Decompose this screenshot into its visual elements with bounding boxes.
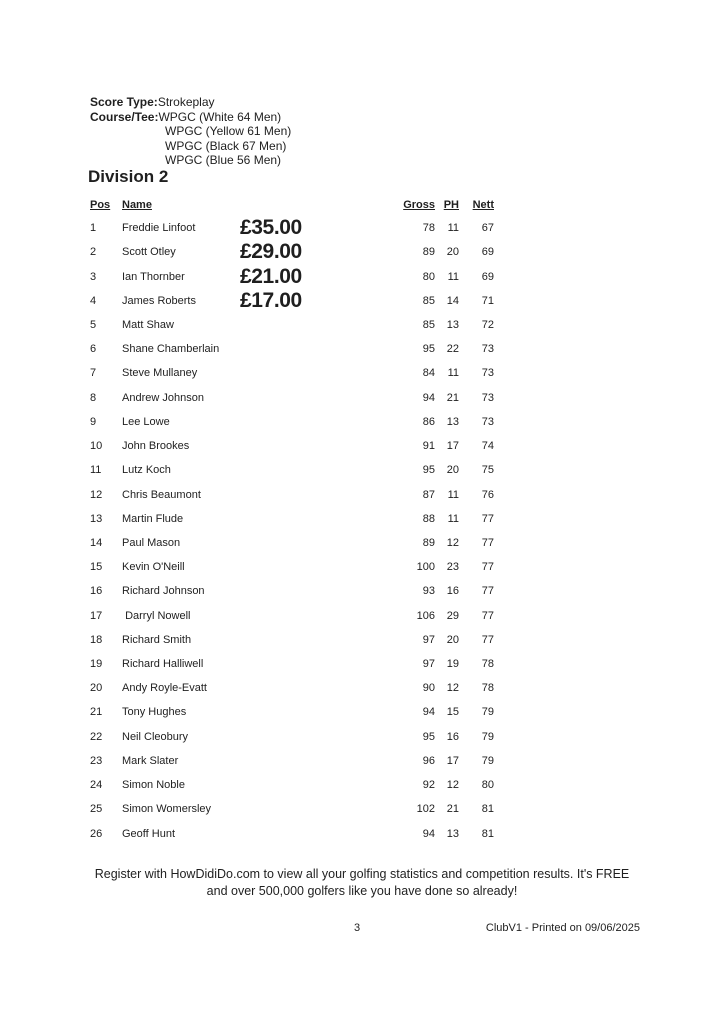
nett-cell: 73 [481,367,494,380]
report-meta [90,95,291,168]
gross-cell: 78 [422,222,435,235]
gross-cell: 102 [416,803,435,816]
course-tee-value: WPGC (Blue 56 Men) [165,153,282,168]
course-tee-value: WPGC (White 64 Men) [158,109,282,124]
player-name-cell: Lee Lowe [122,415,170,428]
ph-cell: 20 [446,246,459,259]
table-row [90,555,494,579]
promo-text [0,866,724,899]
ph-cell: 12 [446,536,459,549]
gross-cell: 85 [422,294,435,307]
player-name-cell: Simon Womersley [122,803,212,816]
player-name-cell: Kevin O'Neill [122,561,185,574]
nett-cell: 69 [481,270,494,283]
ph-cell: 20 [446,633,459,646]
player-name-cell: Simon Noble [122,779,185,792]
table-row [90,797,494,821]
position-cell: 9 [90,415,97,428]
nett-cell: 78 [481,658,494,671]
table-row [90,361,494,385]
position-cell: 2 [90,246,97,259]
nett-cell: 79 [481,754,494,767]
player-name-cell: Lutz Koch [122,464,171,477]
table-row [90,700,494,724]
nett-cell: 73 [481,391,494,404]
nett-cell: 78 [481,682,494,695]
position-cell: 25 [90,803,103,816]
gross-cell: 95 [422,730,435,743]
ph-cell: 16 [446,730,459,743]
promo-line-1: Register with HowDidiDo.com to view all your golfing statistics and competition results. It's FREE [94,867,630,881]
position-cell: 1 [90,222,97,235]
division-title: Division 2 [88,167,169,186]
ph-cell: 16 [446,585,459,598]
player-name-cell: Tony Hughes [122,706,187,719]
gross-cell: 96 [422,754,435,767]
player-name-cell: Andy Royle-Evatt [122,682,207,695]
print-info: ClubV1 - Printed on 09/06/2025 [485,922,640,934]
gross-cell: 90 [422,682,435,695]
player-name-cell: John Brookes [122,440,190,453]
position-cell: 16 [90,585,103,598]
ph-cell: 17 [446,754,459,767]
gross-cell: 80 [422,270,435,283]
gross-cell: 97 [422,658,435,671]
column-header-pos: Pos [90,199,111,211]
gross-cell: 100 [416,561,435,574]
gross-cell: 106 [416,609,435,622]
nett-cell: 75 [481,464,494,477]
table-row [90,240,494,264]
table-row [90,652,494,676]
ph-cell: 14 [446,294,459,307]
player-name-cell: Darryl Nowell [122,609,191,622]
nett-cell: 71 [481,294,494,307]
ph-cell: 22 [446,343,459,356]
table-row [90,725,494,749]
ph-cell: 13 [446,318,459,331]
player-name-cell: James Roberts [122,294,196,307]
ph-cell: 23 [446,561,459,574]
player-name-cell: Richard Smith [122,633,192,646]
nett-cell: 74 [481,440,494,453]
nett-cell: 73 [481,415,494,428]
score-type-row [90,95,291,110]
nett-cell: 77 [481,609,494,622]
player-name-cell: Steve Mullaney [122,367,198,380]
position-cell: 11 [90,464,102,477]
position-cell: 24 [90,779,103,792]
table-row [90,531,494,555]
table-row [90,410,494,434]
page-number: 3 [353,922,361,934]
ph-cell: 11 [447,512,459,525]
position-cell: 10 [90,440,103,453]
gross-cell: 84 [422,367,435,380]
position-cell: 12 [90,488,103,501]
page-footer [0,922,724,938]
nett-cell: 81 [481,827,494,840]
column-header-gross: Gross [403,199,435,211]
ph-cell: 12 [446,779,459,792]
table-row [90,821,494,845]
player-name-cell: Paul Mason [122,536,181,549]
gross-cell: 89 [422,246,435,259]
table-row [90,458,494,482]
column-header-nett: Nett [472,199,494,211]
position-cell: 19 [90,658,103,671]
ph-cell: 21 [446,803,459,816]
player-name-cell: Freddie Linfoot [122,222,196,235]
position-cell: 4 [90,294,97,307]
position-cell: 13 [90,512,103,525]
table-row [90,386,494,410]
nett-cell: 67 [481,222,494,235]
table-row [90,628,494,652]
nett-cell: 77 [481,561,494,574]
player-name-cell: Mark Slater [122,754,179,767]
gross-cell: 87 [422,488,435,501]
column-header-ph: PH [443,199,459,211]
prize-cell: £35.00 [240,216,302,240]
player-name-cell: Geoff Hunt [122,827,175,840]
course-tee-value: WPGC (Black 67 Men) [165,138,287,153]
ph-cell: 11 [447,488,459,501]
nett-cell: 80 [481,779,494,792]
ph-cell: 11 [447,222,459,235]
nett-cell: 73 [481,343,494,356]
table-row [90,289,494,313]
gross-cell: 94 [422,391,435,404]
course-tee-row [90,110,291,125]
prize-cell: £29.00 [240,240,302,264]
gross-cell: 92 [422,779,435,792]
gross-cell: 93 [422,585,435,598]
player-name-cell: Martin Flude [122,512,184,525]
nett-cell: 77 [481,512,494,525]
table-row [90,604,494,628]
table-row [90,313,494,337]
position-cell: 21 [90,706,103,719]
gross-cell: 88 [422,512,435,525]
table-row [90,676,494,700]
nett-cell: 81 [481,803,494,816]
ph-cell: 11 [447,367,459,380]
ph-cell: 19 [446,658,459,671]
gross-cell: 86 [422,415,435,428]
player-name-cell: Ian Thornber [122,270,185,283]
table-header-row [90,199,494,216]
position-cell: 20 [90,682,103,695]
player-name-cell: Scott Otley [122,246,176,259]
table-row [90,773,494,797]
player-name-cell: Richard Johnson [122,585,205,598]
ph-cell: 13 [446,415,459,428]
course-tee-value: WPGC (Yellow 61 Men) [165,124,292,139]
ph-cell: 15 [446,706,459,719]
player-name-cell: Neil Cleobury [122,730,189,743]
table-row [90,579,494,603]
position-cell: 26 [90,827,103,840]
nett-cell: 77 [481,633,494,646]
nett-cell: 69 [481,246,494,259]
player-name-cell: Richard Halliwell [122,658,204,671]
table-row [90,507,494,531]
position-cell: 18 [90,633,103,646]
gross-cell: 95 [422,343,435,356]
position-cell: 14 [90,536,103,549]
player-name-cell: Chris Beaumont [122,488,201,501]
nett-cell: 77 [481,536,494,549]
table-row [90,337,494,361]
ph-cell: 29 [446,609,459,622]
column-header-name: Name [122,199,152,211]
position-cell: 22 [90,730,103,743]
position-cell: 15 [90,561,103,574]
gross-cell: 94 [422,706,435,719]
table-row [90,482,494,506]
position-cell: 17 [90,609,103,622]
table-row [90,216,494,240]
nett-cell: 77 [481,585,494,598]
ph-cell: 13 [446,827,459,840]
position-cell: 7 [90,367,97,380]
player-name-cell: Matt Shaw [122,318,174,331]
course-tee-label: Course/Tee: [90,109,159,124]
results-table [90,199,494,846]
player-name-cell: Andrew Johnson [122,391,204,404]
table-row [90,264,494,288]
gross-cell: 97 [422,633,435,646]
ph-cell: 11 [447,270,459,283]
gross-cell: 95 [422,464,435,477]
position-cell: 8 [90,391,97,404]
position-cell: 5 [90,318,97,331]
score-type-label: Score Type: [90,95,158,109]
nett-cell: 79 [481,706,494,719]
gross-cell: 91 [422,440,435,453]
promo-line-2: and over 500,000 golfers like you have done so already! [206,883,518,898]
gross-cell: 89 [422,536,435,549]
ph-cell: 12 [446,682,459,695]
gross-cell: 94 [422,827,435,840]
ph-cell: 20 [446,464,459,477]
nett-cell: 76 [481,488,494,501]
table-row [90,749,494,773]
table-row [90,434,494,458]
table-body [90,216,494,846]
player-name-cell: Shane Chamberlain [122,343,220,356]
position-cell: 6 [90,343,97,356]
prize-cell: £21.00 [240,264,302,288]
position-cell: 3 [90,270,97,283]
ph-cell: 17 [446,440,459,453]
ph-cell: 21 [446,391,459,404]
gross-cell: 85 [422,318,435,331]
prize-cell: £17.00 [240,288,302,312]
nett-cell: 72 [481,318,494,331]
score-type-value: Strokeplay [157,95,215,109]
nett-cell: 79 [481,730,494,743]
position-cell: 23 [90,754,103,767]
